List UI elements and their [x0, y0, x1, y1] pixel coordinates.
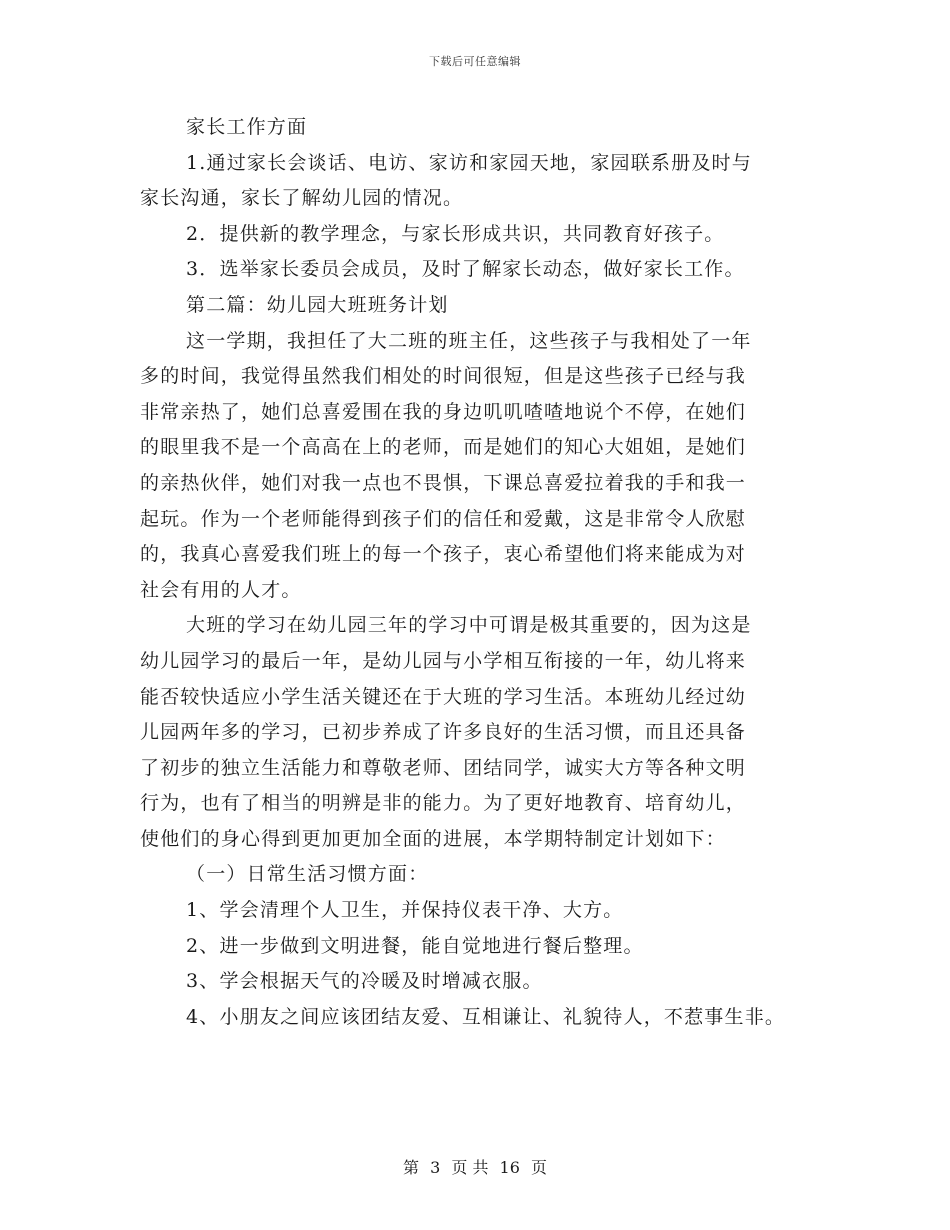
- list-item: 4、小朋友之间应该团结友爱、互相谦让、礼貌待人，不惹事生非。: [186, 1005, 786, 1028]
- page-footer: [0, 1155, 950, 1178]
- text-line: 家长工作方面: [186, 116, 308, 138]
- text-line: 大班的学习在幼儿园三年的学习中可谓是极其重要的，因为这是: [186, 614, 752, 637]
- list-item: 1、学会清理个人卫生，并保持仪表干净、大方。: [186, 899, 624, 922]
- text-line: 能否较快适应小学生活关键还在于大班的学习生活。本班幼儿经过幼: [140, 685, 747, 708]
- text-line: 儿园两年多的学习，已初步养成了许多良好的生活习惯，而且还具备: [140, 721, 747, 744]
- text-line: 的亲热伙伴，她们对我一点也不畏惧，下课总喜爱拉着我的手和我一: [140, 471, 747, 494]
- footer-middle: 页 共: [451, 1158, 489, 1177]
- text-line: 的，我真心喜爱我们班上的每一个孩子，衷心希望他们将来能成为对: [140, 543, 747, 566]
- document-body: [140, 110, 830, 1035]
- text-line: 1.通过家长会谈话、电访、家访和家园天地，家园联系册及时与: [186, 151, 752, 174]
- page-header: [0, 53, 950, 69]
- text-line: 的眼里我不是一个高高在上的老师，而是她们的知心大姐姐，是她们: [140, 436, 747, 459]
- list-item: 2、进一步做到文明进餐，能自觉地进行餐后整理。: [186, 934, 644, 957]
- current-page-number: 3: [430, 1158, 441, 1177]
- text-line: 家长沟通，家长了解幼儿园的情况。: [140, 187, 464, 210]
- list-item: 3、学会根据天气的冷暖及时增减衣服。: [186, 970, 543, 993]
- text-line: 社会有用的人才。: [140, 578, 302, 601]
- subsection-heading: （一）日常生活习惯方面：: [186, 863, 429, 886]
- text-line: 3．选举家长委员会成员，及时了解家长动态，做好家长工作。: [186, 258, 745, 281]
- section-heading: 第二篇：幼儿园大班班务计划: [186, 293, 449, 316]
- text-line: 多的时间，我觉得虽然我们相处的时间很短，但是这些孩子已经与我: [140, 365, 747, 388]
- text-line: 起玩。作为一个老师能得到孩子们的信任和爱戴，这是非常令人欣慰: [140, 507, 747, 530]
- text-line: 使他们的身心得到更加更加全面的进展，本学期特制定计划如下：: [140, 827, 726, 850]
- text-line: 2．提供新的教学理念，与家长形成共识，共同教育好孩子。: [186, 222, 725, 245]
- header-text: 下载后可任意编辑: [429, 55, 521, 68]
- text-line: 行为，也有了相当的明辨是非的能力。为了更好地教育、培育幼儿，: [140, 792, 747, 815]
- footer-suffix: 页: [531, 1158, 548, 1177]
- footer-prefix: 第: [402, 1158, 419, 1177]
- text-line: 非常亲热了，她们总喜爱围在我的身边叽叽喳喳地说个不停，在她们: [140, 400, 747, 423]
- total-pages-number: 16: [499, 1158, 520, 1177]
- text-line: 了初步的独立生活能力和尊敬老师、团结同学，诚实大方等各种文明: [140, 756, 747, 779]
- text-line: 幼儿园学习的最后一年，是幼儿园与小学相互衔接的一年，幼儿将来: [140, 649, 747, 672]
- text-line: 这一学期，我担任了大二班的班主任，这些孩子与我相处了一年: [186, 329, 752, 352]
